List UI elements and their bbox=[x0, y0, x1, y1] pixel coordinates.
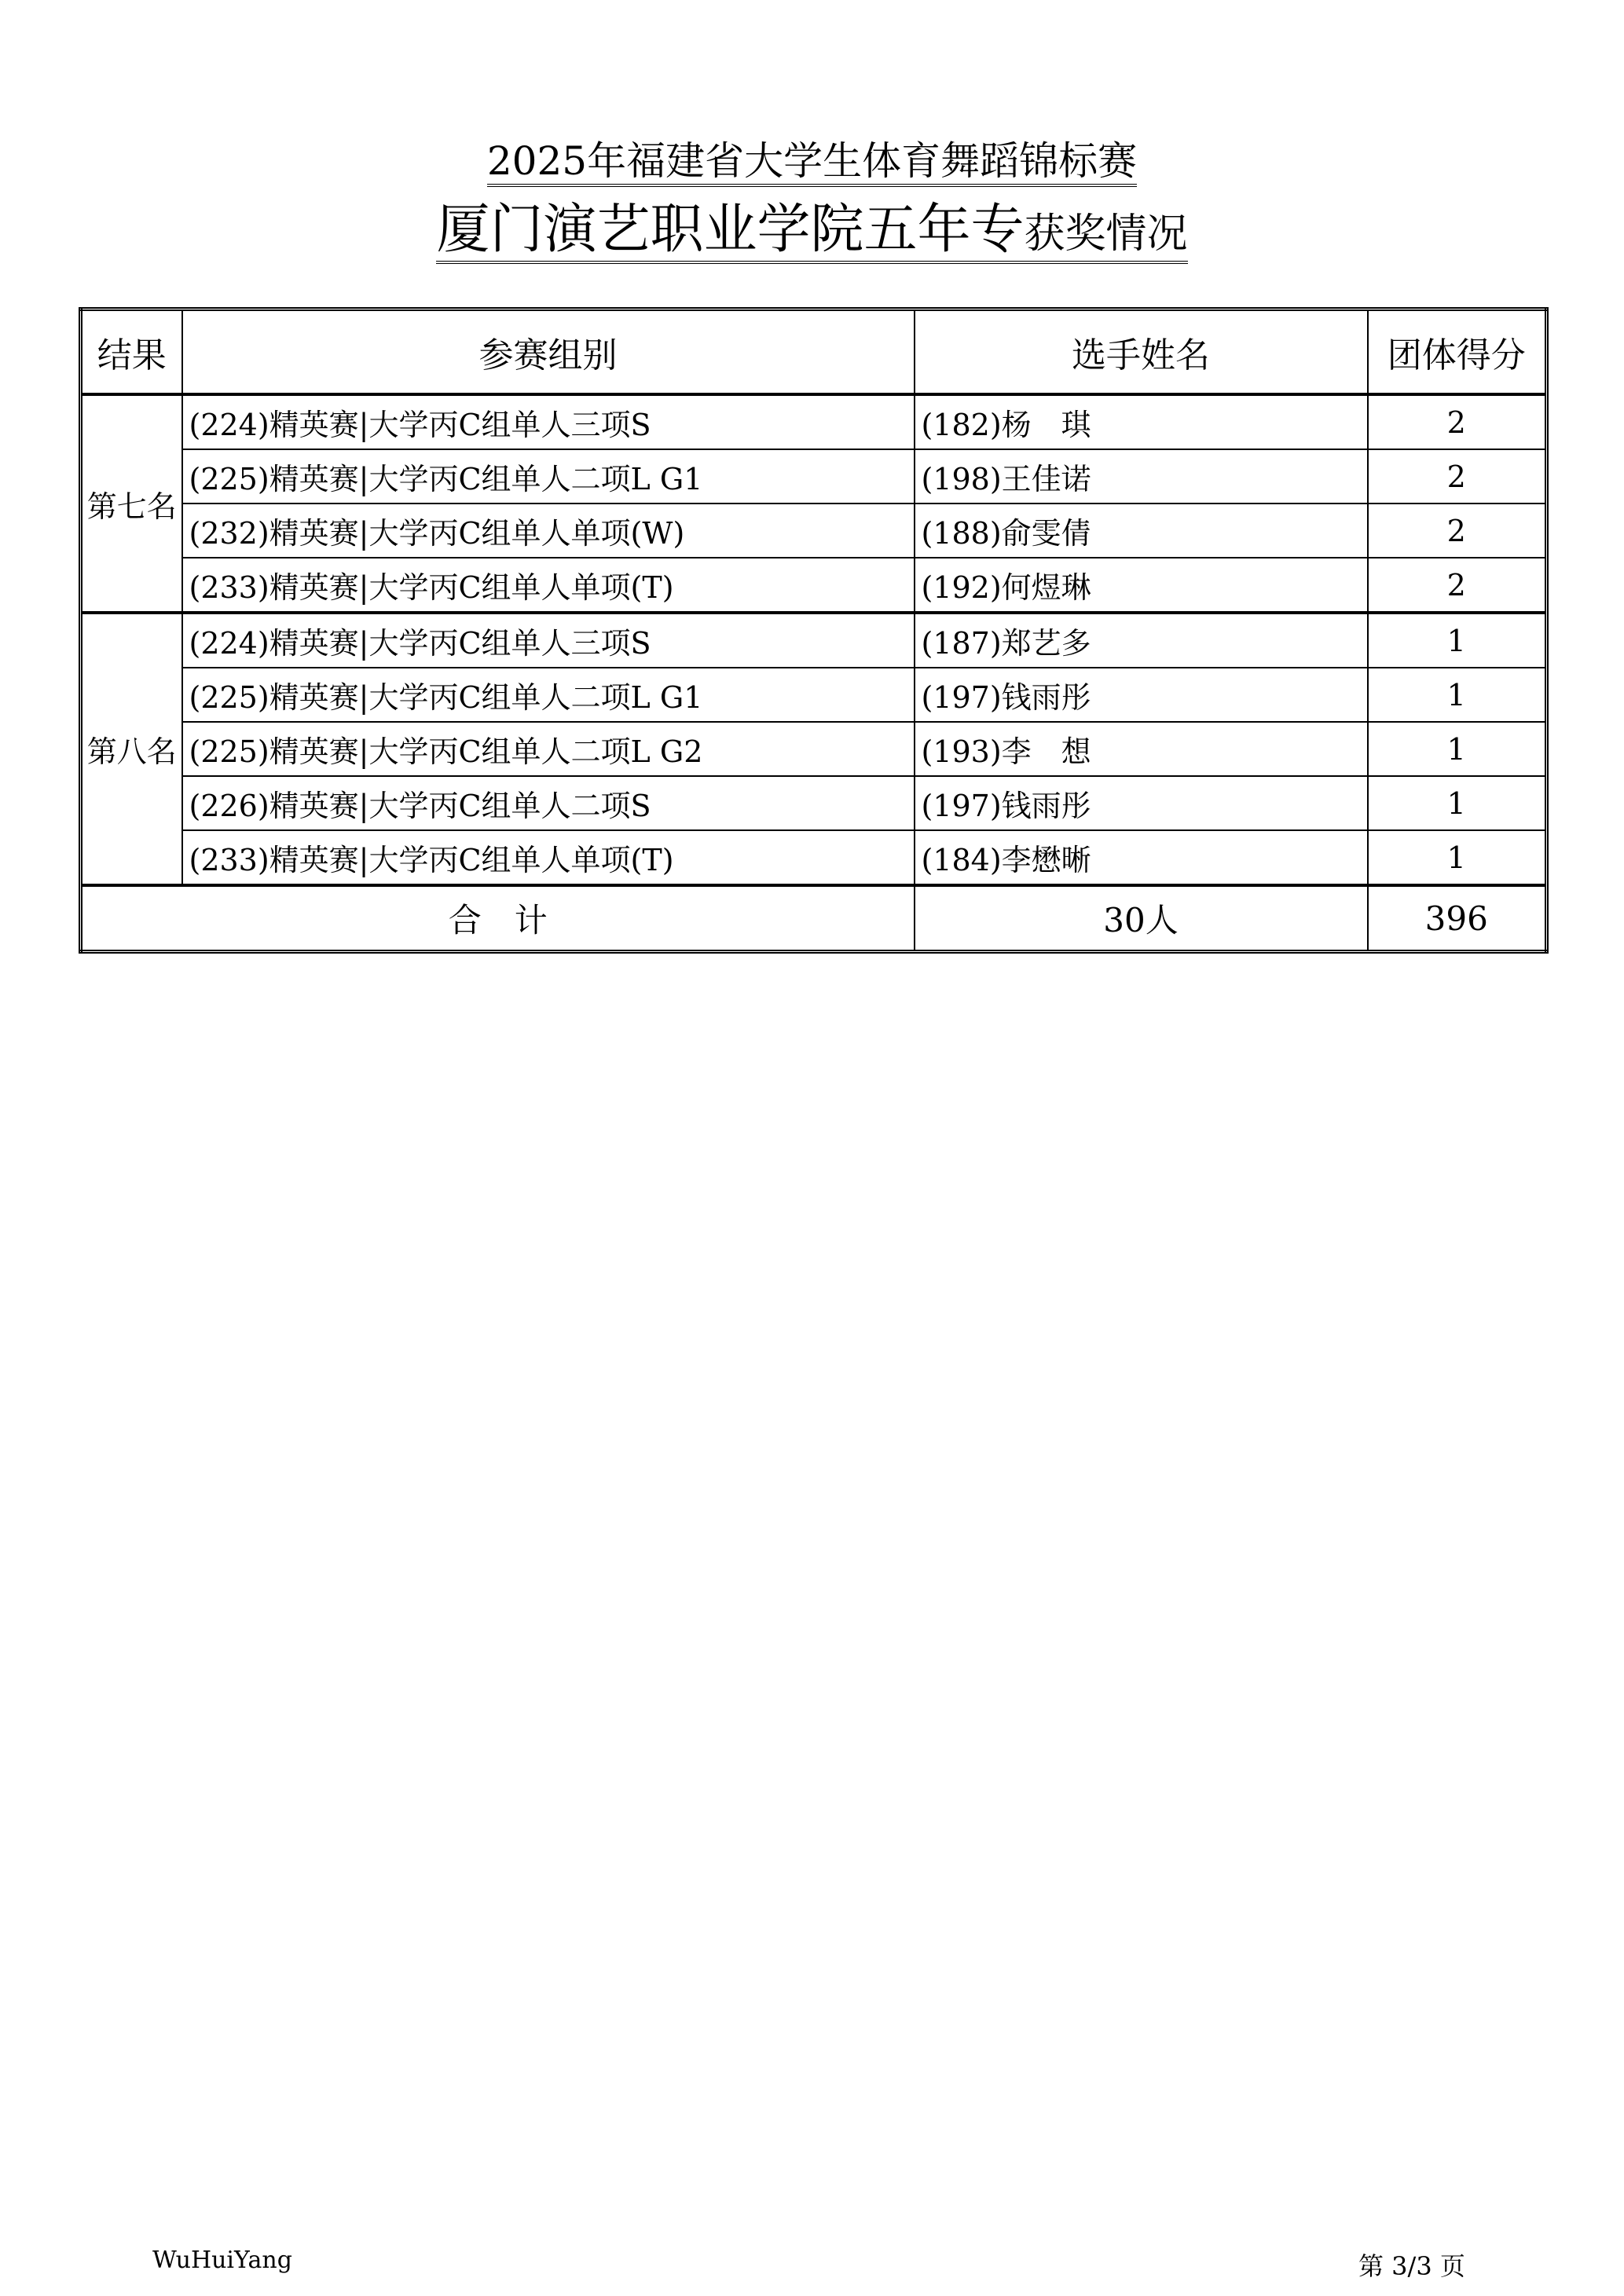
header-score: 团体得分 bbox=[1368, 309, 1547, 395]
player-cell: (197)钱雨彤 bbox=[915, 776, 1368, 830]
event-cell: (232)精英赛|大学丙C组单人单项(W) bbox=[182, 504, 915, 558]
player-cell: (182)杨 琪 bbox=[915, 394, 1368, 449]
school-name: 厦门演艺职业学院五年专 bbox=[436, 199, 1025, 261]
subtitle-underlined bbox=[436, 199, 1187, 264]
awards-table bbox=[79, 307, 1549, 954]
total-people: 30人 bbox=[915, 885, 1368, 952]
player-cell: (198)王佳诺 bbox=[915, 449, 1368, 504]
total-score: 396 bbox=[1368, 885, 1547, 952]
event-cell: (225)精英赛|大学丙C组单人二项L G1 bbox=[182, 668, 915, 722]
event-cell: (224)精英赛|大学丙C组单人三项S bbox=[182, 394, 915, 449]
table-row bbox=[81, 449, 1547, 504]
table-row bbox=[81, 668, 1547, 722]
page-number: 第 3/3 页 bbox=[1358, 2251, 1465, 2281]
table-header-row bbox=[81, 309, 1547, 395]
score-cell: 2 bbox=[1368, 394, 1547, 449]
player-cell: (188)俞雯倩 bbox=[915, 504, 1368, 558]
score-cell: 1 bbox=[1368, 830, 1547, 885]
total-label: 合 计 bbox=[81, 885, 915, 952]
player-cell: (193)李 想 bbox=[915, 722, 1368, 776]
table-row bbox=[81, 504, 1547, 558]
rank-cell: 第八名 bbox=[81, 613, 182, 885]
document-title bbox=[0, 135, 1624, 187]
event-cell: (233)精英赛|大学丙C组单人单项(T) bbox=[182, 558, 915, 613]
total-row bbox=[81, 885, 1547, 952]
event-cell: (224)精英赛|大学丙C组单人三项S bbox=[182, 613, 915, 668]
title-line-1: 2025年福建省大学生体育舞蹈锦标赛 bbox=[487, 138, 1137, 187]
table-row bbox=[81, 776, 1547, 830]
table-row bbox=[81, 394, 1547, 449]
player-cell: (197)钱雨彤 bbox=[915, 668, 1368, 722]
event-cell: (233)精英赛|大学丙C组单人单项(T) bbox=[182, 830, 915, 885]
score-cell: 2 bbox=[1368, 558, 1547, 613]
subtitle-suffix: 获奖情况 bbox=[1024, 211, 1188, 258]
score-cell: 1 bbox=[1368, 776, 1547, 830]
score-cell: 1 bbox=[1368, 613, 1547, 668]
score-cell: 1 bbox=[1368, 668, 1547, 722]
table-row bbox=[81, 722, 1547, 776]
header-player: 选手姓名 bbox=[915, 309, 1368, 395]
player-cell: (192)何煜琳 bbox=[915, 558, 1368, 613]
event-cell: (225)精英赛|大学丙C组单人二项L G2 bbox=[182, 722, 915, 776]
table-row bbox=[81, 613, 1547, 668]
score-cell: 1 bbox=[1368, 722, 1547, 776]
header-event: 参赛组别 bbox=[182, 309, 915, 395]
event-cell: (226)精英赛|大学丙C组单人二项S bbox=[182, 776, 915, 830]
player-cell: (184)李懋晰 bbox=[915, 830, 1368, 885]
rank-cell: 第七名 bbox=[81, 394, 182, 613]
score-cell: 2 bbox=[1368, 504, 1547, 558]
header-result: 结果 bbox=[81, 309, 182, 395]
table-row bbox=[81, 830, 1547, 885]
table-row bbox=[81, 558, 1547, 613]
event-cell: (225)精英赛|大学丙C组单人二项L G1 bbox=[182, 449, 915, 504]
score-cell: 2 bbox=[1368, 449, 1547, 504]
player-cell: (187)郑艺多 bbox=[915, 613, 1368, 668]
footer-author: WuHuiYang bbox=[152, 2247, 292, 2274]
document-subtitle bbox=[0, 196, 1624, 268]
